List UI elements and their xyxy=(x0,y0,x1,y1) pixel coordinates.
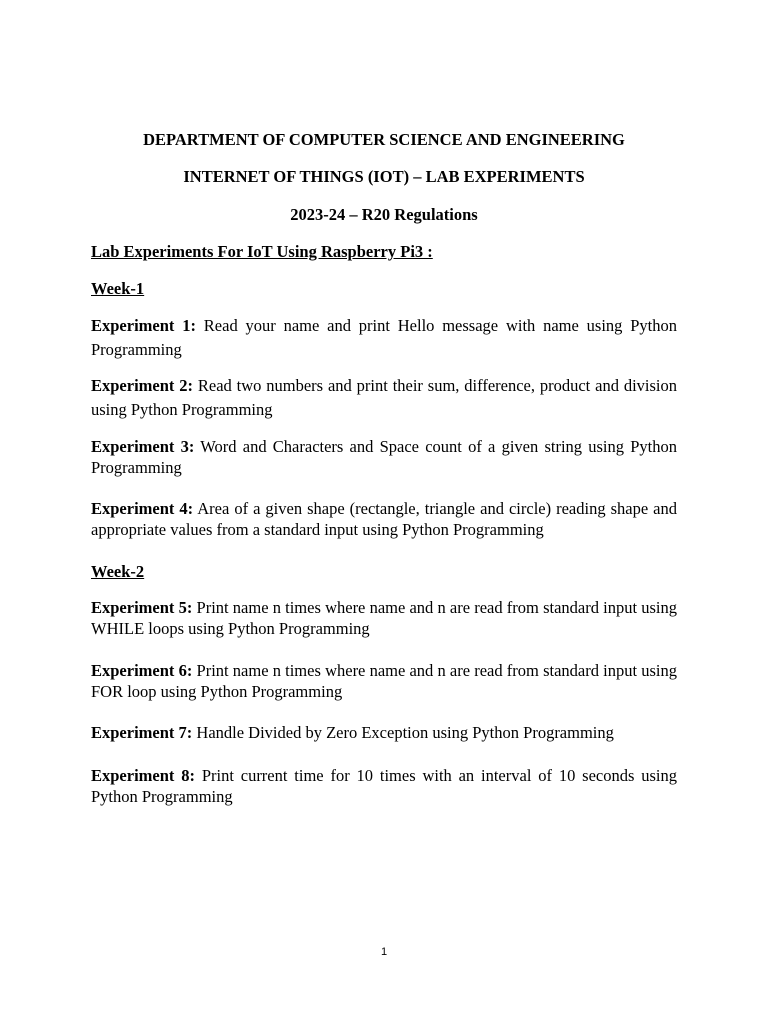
experiment-3 xyxy=(91,436,677,478)
experiment-6 xyxy=(91,660,677,702)
experiment-label: Experiment 4: xyxy=(91,499,194,518)
experiment-5 xyxy=(91,597,677,639)
experiment-label: Experiment 6: xyxy=(91,661,193,680)
experiment-8 xyxy=(91,765,677,807)
week-1-heading: Week-1 xyxy=(91,279,145,298)
experiment-text: Read your name and print Hello message with name using Python Programming xyxy=(91,316,677,359)
experiment-label: Experiment 3: xyxy=(91,437,195,456)
experiment-text: Word and Characters and Space count of a given string using Python Programming xyxy=(91,437,677,477)
experiment-text: Read two numbers and print their sum, difference, product and division using Python Programming xyxy=(91,376,677,419)
experiment-text: Area of a given shape (rectangle, triangle and circle) reading shape and appropriate values from a standard input using Python Programming xyxy=(91,499,677,539)
course-heading: INTERNET OF THINGS (IOT) – LAB EXPERIMENTS xyxy=(183,167,585,186)
page-number: 1 xyxy=(380,946,388,958)
experiment-label: Experiment 5: xyxy=(91,598,193,617)
experiment-label: Experiment 2: xyxy=(91,376,194,395)
experiment-2 xyxy=(91,374,677,422)
year-regulations-heading: 2023-24 – R20 Regulations xyxy=(290,205,478,224)
experiment-label: Experiment 1: xyxy=(91,316,196,335)
experiment-text: Print current time for 10 times with an interval of 10 seconds using Python Programming xyxy=(91,766,677,806)
experiment-text: Print name n times where name and n are read from standard input using WHILE loops using Python Programming xyxy=(91,598,678,638)
subtitle: Lab Experiments For IoT Using Raspberry Pi3 : xyxy=(91,242,433,261)
experiment-1 xyxy=(91,314,677,362)
experiment-label: Experiment 8: xyxy=(91,766,195,785)
experiment-text: Print name n times where name and n are read from standard input using FOR loop using Python Programming xyxy=(91,661,678,701)
department-heading: DEPARTMENT OF COMPUTER SCIENCE AND ENGINEERING xyxy=(143,130,625,149)
experiment-label: Experiment 7: xyxy=(91,723,193,742)
experiment-7 xyxy=(91,722,677,743)
week-2-heading: Week-2 xyxy=(91,562,145,581)
experiment-4 xyxy=(91,498,677,540)
experiment-text: Handle Divided by Zero Exception using Python Programming xyxy=(192,723,614,742)
